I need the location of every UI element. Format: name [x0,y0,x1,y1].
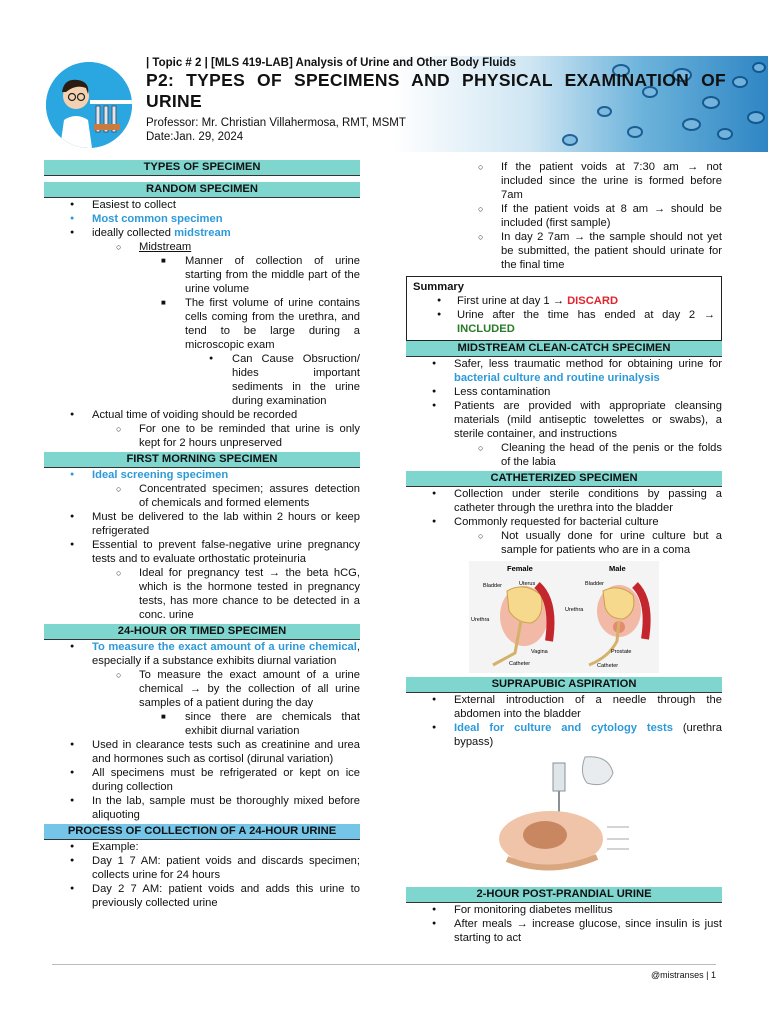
list-item: ● Must be delivered to the lab within 2 hours or keep refrigerated [44,510,360,538]
section-heading: CATHETERIZED SPECIMEN [406,471,722,487]
left-column [44,156,360,910]
list-item: ● Day 1 7 AM: patient voids and discards specimen; collects urine for 24 hours [44,854,360,882]
list-item: ● Actual time of voiding should be recorded [44,408,360,422]
right-column [406,160,722,945]
first-morning-list [44,468,360,622]
list-item: ● External introduction of a needle through the abdomen into the bladder [406,693,722,721]
list-item: ○ To measure the exact amount of a urine chemical → by the collection of all urine samples of a patient during the day [44,668,360,710]
list-item: ● Essential to prevent false-negative urine pregnancy tests and to evaluate orthostatic proteinuria [44,538,360,566]
postprandial-list [406,903,722,945]
process-continued-list [406,160,722,272]
list-item: ● To measure the exact amount of a urine chemical, especially if a substance exhibits diurnal variation [44,640,360,668]
list-item: ● Easiest to collect [44,198,360,212]
list-item: ● All specimens must be refrigerated or kept on ice during collection [44,766,360,794]
page-title: P2: TYPES OF SPECIMENS AND PHYSICAL EXAMINATION OF URINE [146,70,726,111]
section-heading: FIRST MORNING SPECIMEN [44,452,360,468]
section-heading: MIDSTREAM CLEAN-CATCH SPECIMEN [406,341,722,357]
professor: Professor: Mr. Christian Villahermosa, RMT, MSMT [146,117,406,129]
list-item: ● Collection under sterile conditions by passing a catheter through the urethra into the bladder [406,487,722,515]
list-item: ● Commonly requested for bacterial culture [406,515,722,529]
midstream-list [406,357,722,469]
female-label: Female [507,564,533,573]
label: Catheter [509,661,531,667]
process-list [44,840,360,910]
footer-divider [52,964,716,965]
avatar [46,62,132,148]
suprapubic-list [406,693,722,749]
list-item: ● Used in clearance tests such as creatinine and urea and hormones such as cortisol (dirunal variation) [44,738,360,766]
list-item: ○ If the patient voids at 7:30 am → not included since the urine is formed before 7am [406,160,722,202]
label: Bladder [483,583,502,589]
suprapubic-diagram [489,753,639,883]
label: Vagina [531,649,548,655]
topic-line: | Topic # 2 | [MLS 419-LAB] Analysis of Urine and Other Body Fluids [146,57,517,69]
list-item: ■ Manner of collection of urine starting from the middle part of the urine volume [44,254,360,296]
catheter-diagram [469,561,659,673]
list-item: ● After meals → increase glucose, since insulin is just starting to act [406,917,722,945]
label: Urethra [471,617,490,623]
label: Prostate [611,649,632,655]
list-item: ○ Midstream [44,240,360,254]
list-item: ○ For one to be reminded that urine is only kept for 2 hours unpreserved [44,422,360,450]
section-heading: RANDOM SPECIMEN [44,182,360,198]
list-item: ● Patients are provided with appropriate cleansing materials (mild antiseptic towelettes or swabs), a sterile container, and instructions [406,399,722,441]
list-item: ● Ideal for culture and cytology tests (urethra bypass) [406,721,722,749]
list-item: ■ The first volume of urine contains cells coming from the urethra, and tend to be large during a microscopic exam [44,296,360,352]
list-item: ● Safer, less traumatic method for obtaining urine for bacterial culture and routine urinalysis [406,357,722,385]
list-item: ● In the lab, sample must be thoroughly mixed before aliquoting [44,794,360,822]
section-heading: SUPRAPUBIC ASPIRATION [406,677,722,693]
list-item: ○ Not usually done for urine culture but a sample for patients who are in a coma [406,529,722,557]
section-heading: PROCESS OF COLLECTION OF A 24-HOUR URINE [44,824,360,840]
timed-list [44,640,360,822]
list-item: ● ideally collected midstream [44,226,360,240]
list-item: ● Less contamination [406,385,722,399]
summary-box [406,276,722,341]
list-item: ● Most common specimen [44,212,360,226]
male-label: Male [609,564,626,573]
header [0,52,768,152]
list-item: ● Day 2 7 AM: patient voids and adds this urine to previously collected urine [44,882,360,910]
list-item: ○ In day 2 7am → the sample should not yet be submitted, the patient should urinate for the final time [406,230,722,272]
list-item: ● For monitoring diabetes mellitus [406,903,722,917]
list-item: ● Example: [44,840,360,854]
list-item: ○ If the patient voids at 8 am → should be included (first sample) [406,202,722,230]
list-item: ○ Concentrated specimen; assures detection of chemicals and formed elements [44,482,360,510]
section-heading: 24-HOUR OR TIMED SPECIMEN [44,624,360,640]
random-list [44,198,360,450]
label: Catheter [597,663,619,669]
section-heading: TYPES OF SPECIMEN [44,160,360,176]
list-item: ■ since there are chemicals that exhibit diurnal variation [44,710,360,738]
list-item: ● Urine after the time has ended at day 2 → INCLUDED [413,308,715,336]
section-heading: 2-HOUR POST-PRANDIAL URINE [406,887,722,903]
footer-credit: @mistranses | 1 [651,970,716,980]
label: Bladder [585,581,604,587]
summary-title: Summary [413,281,464,293]
date: Date:Jan. 29, 2024 [146,131,244,143]
list-item: ● First urine at day 1 → DISCARD [413,294,715,308]
catheterized-list [406,487,722,557]
list-item: ○ Ideal for pregnancy test → the beta hCG, which is the hormone tested in pregnancy tests, has more chance to be detected in a conc. urine [44,566,360,622]
label: Urethra [565,607,584,613]
list-item: ● Ideal screening specimen [44,468,360,482]
list-item: ○ Cleaning the head of the penis or the folds of the labia [406,441,722,469]
list-item: ● Can Cause Obsruction/ hides important sediments in the urine during examination [44,352,360,408]
label: Uterus [519,581,536,587]
